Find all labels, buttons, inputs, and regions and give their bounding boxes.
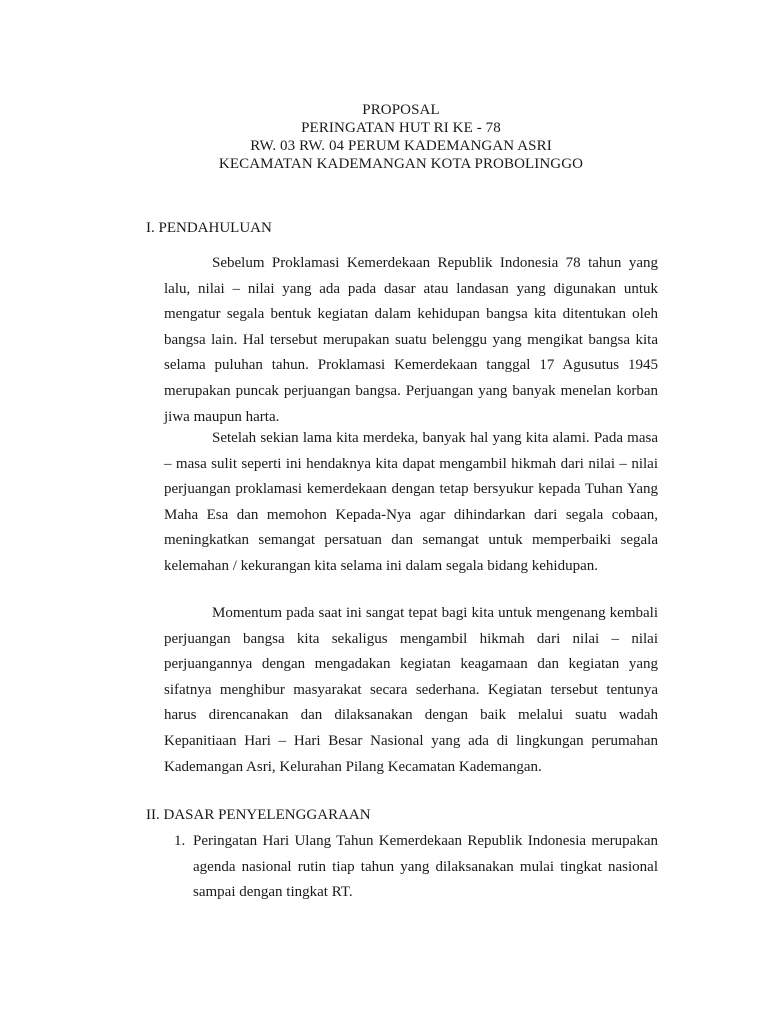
paragraph-3: Momentum pada saat ini sangat tepat bagi kita untuk mengenang kembali perjuangan bangsa kita sekaligus mengambil hikmah dari nilai – nilai perjuangannya dengan mengadakan kegiatan keagamaan dan kegiatan yang sifatnya menghibur masyarakat secara sederhana. Kegiatan tersebut tentunya harus direncanakan dan dilaksanakan dengan baik melalui suatu wadah Kepanitiaan Hari – Hari Besar Nasional yang ada di lingkungan perumahan Kademangan Asri, Kelurahan Pilang Kecamatan Kademangan. bbox=[164, 605, 658, 775]
numbered-list bbox=[174, 829, 658, 906]
title-line-1: PROPOSAL bbox=[362, 102, 440, 118]
list-item-text: Peringatan Hari Ulang Tahun Kemerdekaan Republik Indonesia merupakan agenda nasional rutin tiap tahun yang dilaksanakan mulai tingkat nasional sampai dengan tingkat RT. bbox=[193, 833, 658, 901]
list-item bbox=[174, 829, 658, 906]
title-line-4: KECAMATAN KADEMANGAN KOTA PROBOLINGGO bbox=[218, 156, 584, 172]
document-title bbox=[0, 101, 768, 173]
paragraph-1: Sebelum Proklamasi Kemerdekaan Republik Indonesia 78 tahun yang lalu, nilai – nilai yang ada pada dasar atau landasan yang digunakan untuk mengatur segala bentuk kegiatan dalam kehidupan bangsa kita ditentukan oleh bangsa lain. Hal tersebut merupakan suatu belenggu yang mengikat bangsa kita selama puluhan tahun. Proklamasi Kemerdekaan tanggal 17 Agusutus 1945 merupakan puncak perjuangan bangsa. Perjuangan yang banyak menelan korban jiwa maupun harta. bbox=[164, 255, 658, 425]
list-item-number: 1. bbox=[174, 833, 186, 849]
paragraph-2: Setelah sekian lama kita merdeka, banyak hal yang kita alami. Pada masa – masa sulit seperti ini hendaknya kita dapat mengambil hikmah dari nilai – nilai perjuangan proklamasi kemerdekaan dengan tetap bersyukur kepada Tuhan Yang Maha Esa dan memohon Kepada-Nya agar dihindarkan dari segala cobaan, meningkatkan semangat persatuan dan semangat untuk memperbaiki segala kelemahan / kekurangan kita selama ini dalam segala bidang kehidupan. bbox=[164, 430, 658, 574]
title-line-2: PERINGATAN HUT RI KE - 78 bbox=[301, 120, 501, 136]
title-line-3: RW. 03 RW. 04 PERUM KADEMANGAN ASRI bbox=[250, 138, 552, 154]
section-heading-pendahuluan: I. PENDAHULUAN bbox=[146, 220, 272, 236]
section-heading-dasar-penyelenggaraan: II. DASAR PENYELENGGARAAN bbox=[146, 807, 371, 823]
